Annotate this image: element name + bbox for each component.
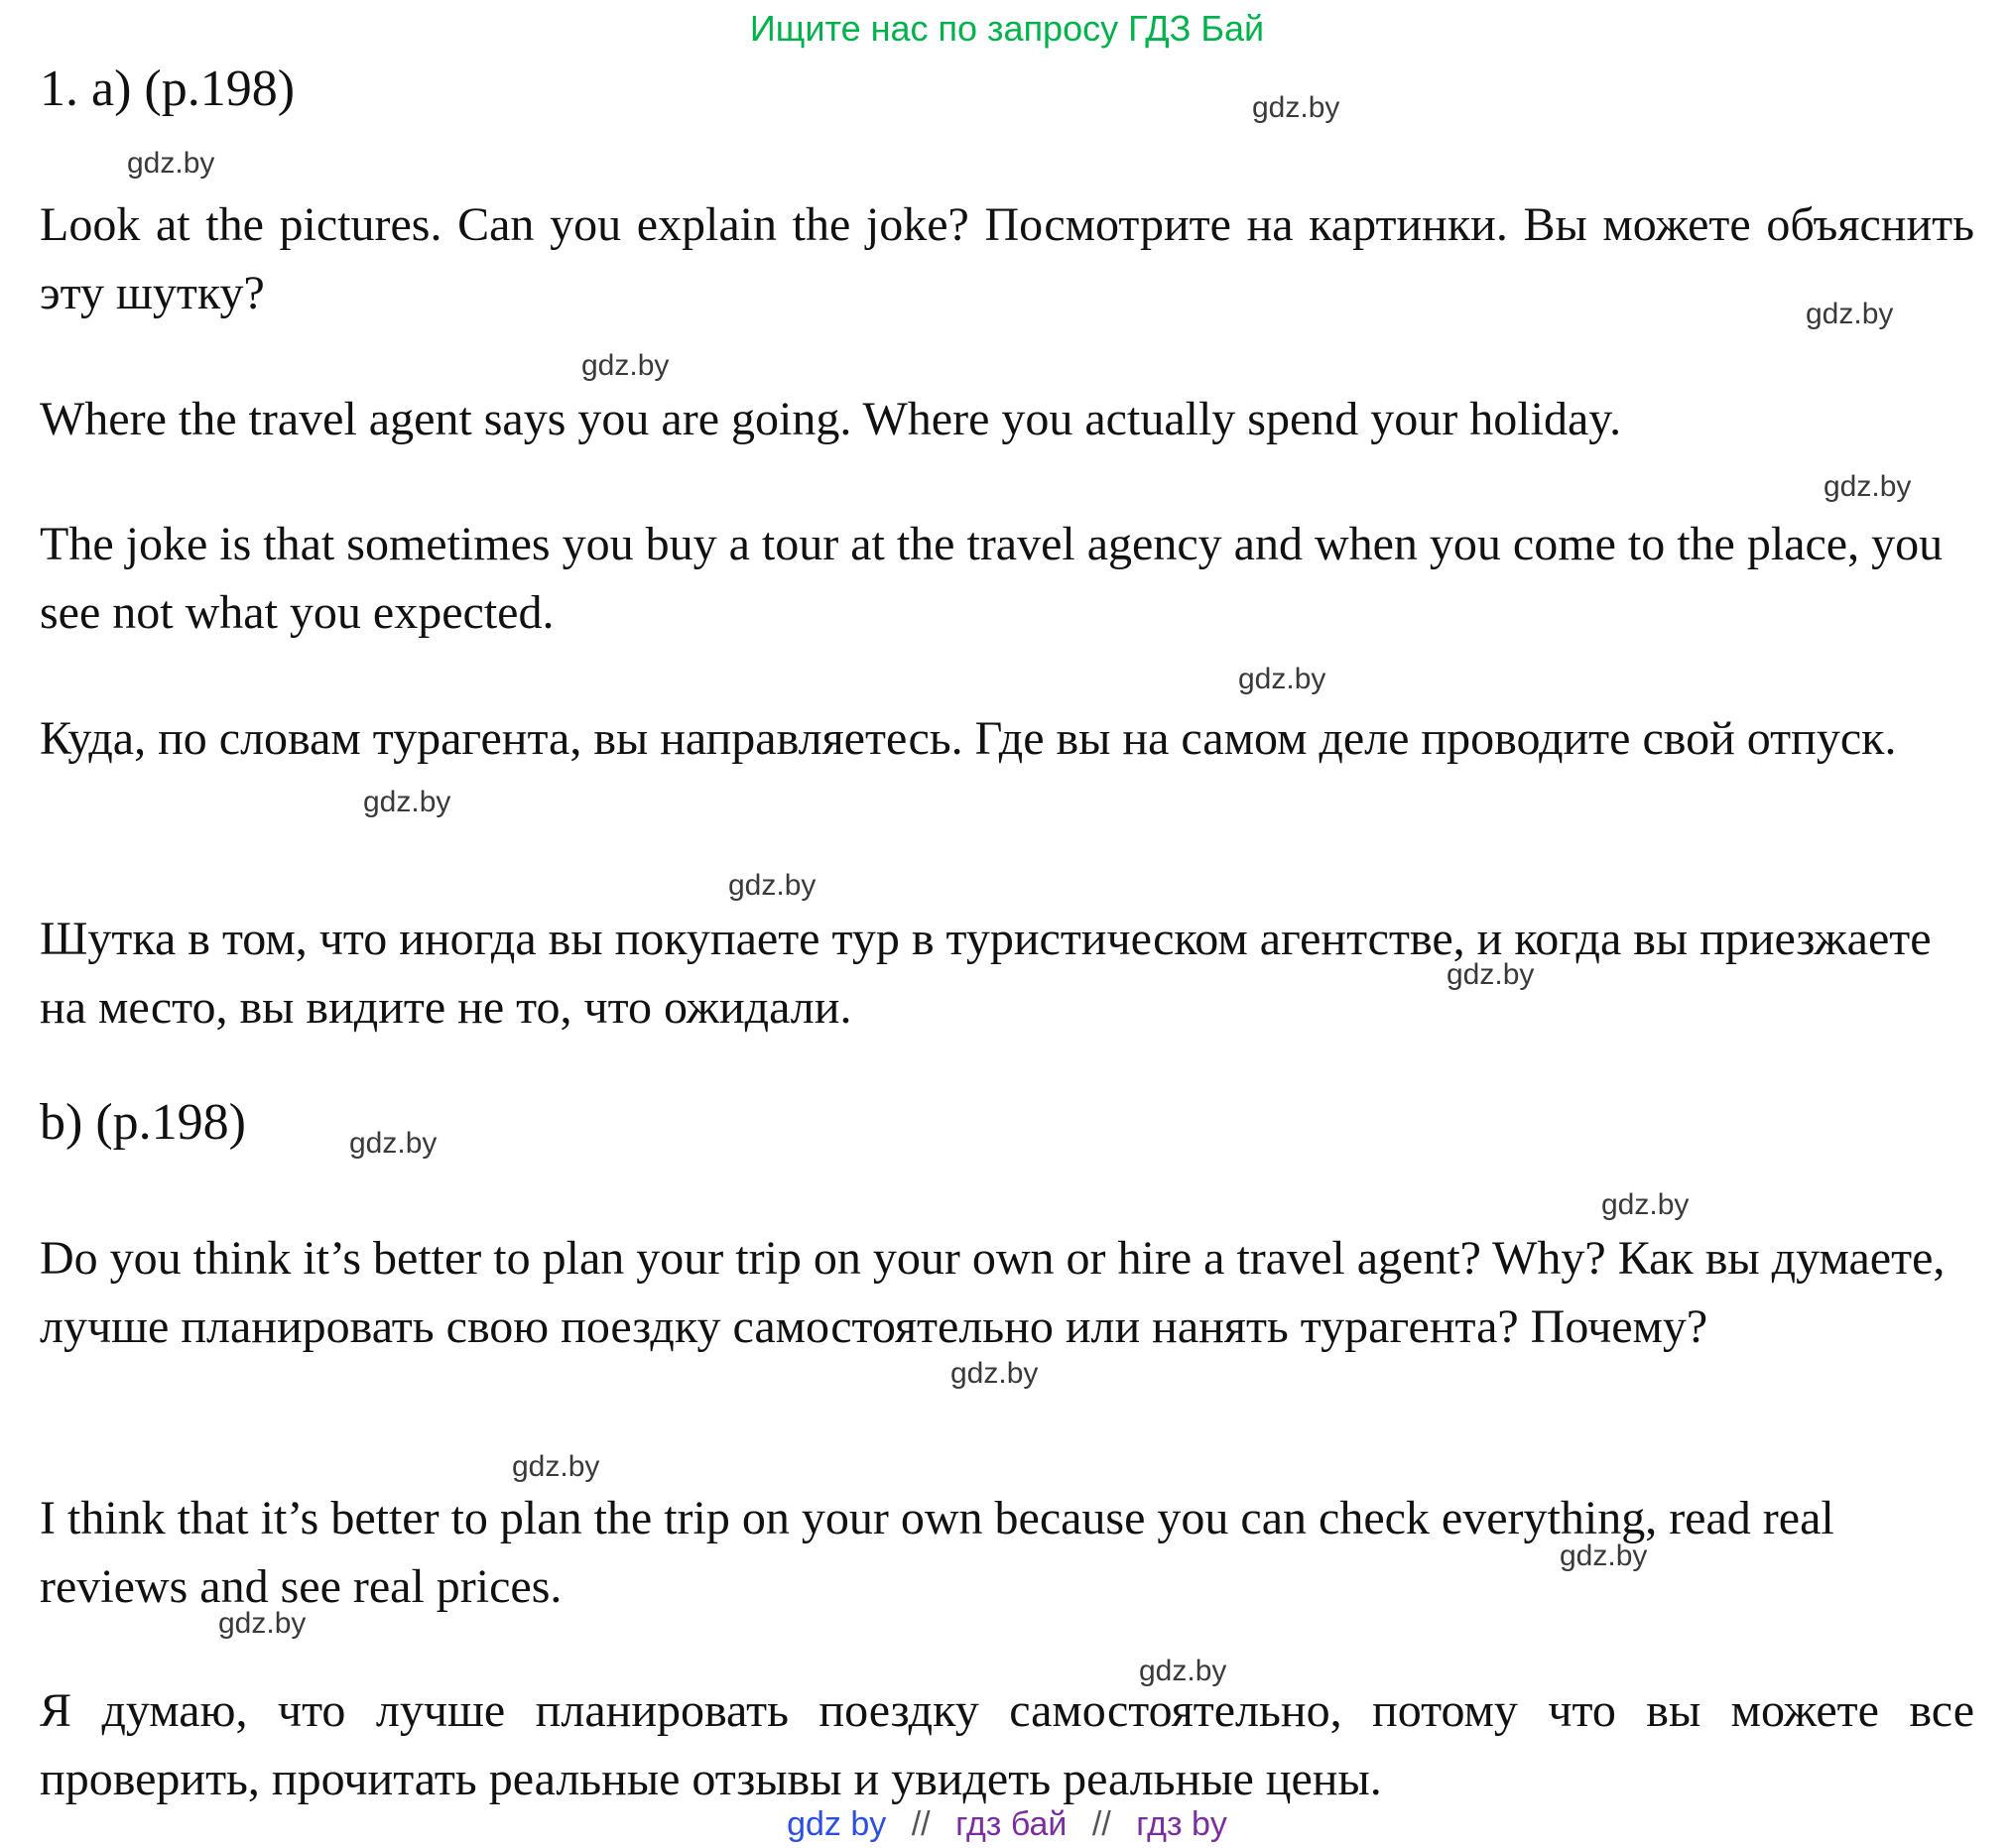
- watermark: gdz.by: [1139, 1655, 1227, 1687]
- watermark: gdz.by: [127, 147, 215, 180]
- footer-separator: //: [1091, 1805, 1111, 1843]
- footer-link-gdz-by-ru[interactable]: гдз by: [1136, 1805, 1227, 1843]
- footer-separator: //: [911, 1805, 931, 1843]
- caption-russian: Куда, по словам турагента, вы направляетесь. Где вы на самом деле проводите свой отпуск.: [40, 712, 1897, 765]
- exercise-heading-a: 1. a) (p.198): [40, 61, 296, 117]
- watermark: gdz.by: [1601, 1188, 1690, 1221]
- answer-english-b: I think that it’s better to plan the trip on your own because you can check everything, read real reviews and see real prices.: [40, 1492, 1834, 1613]
- answer-russian-b: Я думаю, что лучше планировать поездку самостоятельно, потому что вы можете все проверить, прочитать реальные отзывы и увидеть реальные цены.: [40, 1684, 1974, 1805]
- watermark: gdz.by: [1447, 958, 1535, 991]
- task-text-a: Look at the pictures. Can you explain the joke? Посмотрите на картинки. Вы можете объяснить эту шутку?: [40, 198, 1974, 319]
- watermark: gdz.by: [1252, 91, 1340, 124]
- watermark: gdz.by: [218, 1607, 307, 1640]
- answer-russian-a: Шутка в том, что иногда вы покупаете тур в туристическом агентстве, и когда вы приезжаете на место, вы видите не то, что ожидали.: [40, 913, 1932, 1034]
- footer-link-gdz-bai[interactable]: гдз бай: [955, 1805, 1068, 1843]
- footer-link-gdz-by-en[interactable]: gdz by: [787, 1805, 887, 1843]
- caption-english: Where the travel agent says you are going. Where you actually spend your holiday.: [40, 393, 1622, 445]
- watermark: gdz.by: [1824, 470, 1912, 503]
- footer: [0, 1805, 2014, 1844]
- watermark: gdz.by: [512, 1450, 600, 1483]
- watermark: gdz.by: [1806, 298, 1894, 330]
- watermark: gdz.by: [349, 1127, 438, 1160]
- watermark: gdz.by: [728, 869, 817, 902]
- watermark: gdz.by: [1560, 1540, 1648, 1572]
- task-text-b: Do you think it’s better to plan your trip on your own or hire a travel agent? Why? Как вы думаете, лучше планировать свою поездку самостоятельно или нанять турагента? Почему?: [40, 1232, 1946, 1353]
- watermark: gdz.by: [581, 349, 670, 382]
- answer-english-a: The joke is that sometimes you buy a tour at the travel agency and when you come to the place, you see not what you expected.: [40, 518, 1944, 639]
- watermark: gdz.by: [363, 786, 451, 818]
- site-notice: Ищите нас по запросу ГДЗ Бай: [749, 8, 1265, 49]
- watermark: gdz.by: [950, 1357, 1039, 1390]
- exercise-heading-b: b) (p.198): [40, 1094, 246, 1151]
- watermark: gdz.by: [1238, 663, 1326, 695]
